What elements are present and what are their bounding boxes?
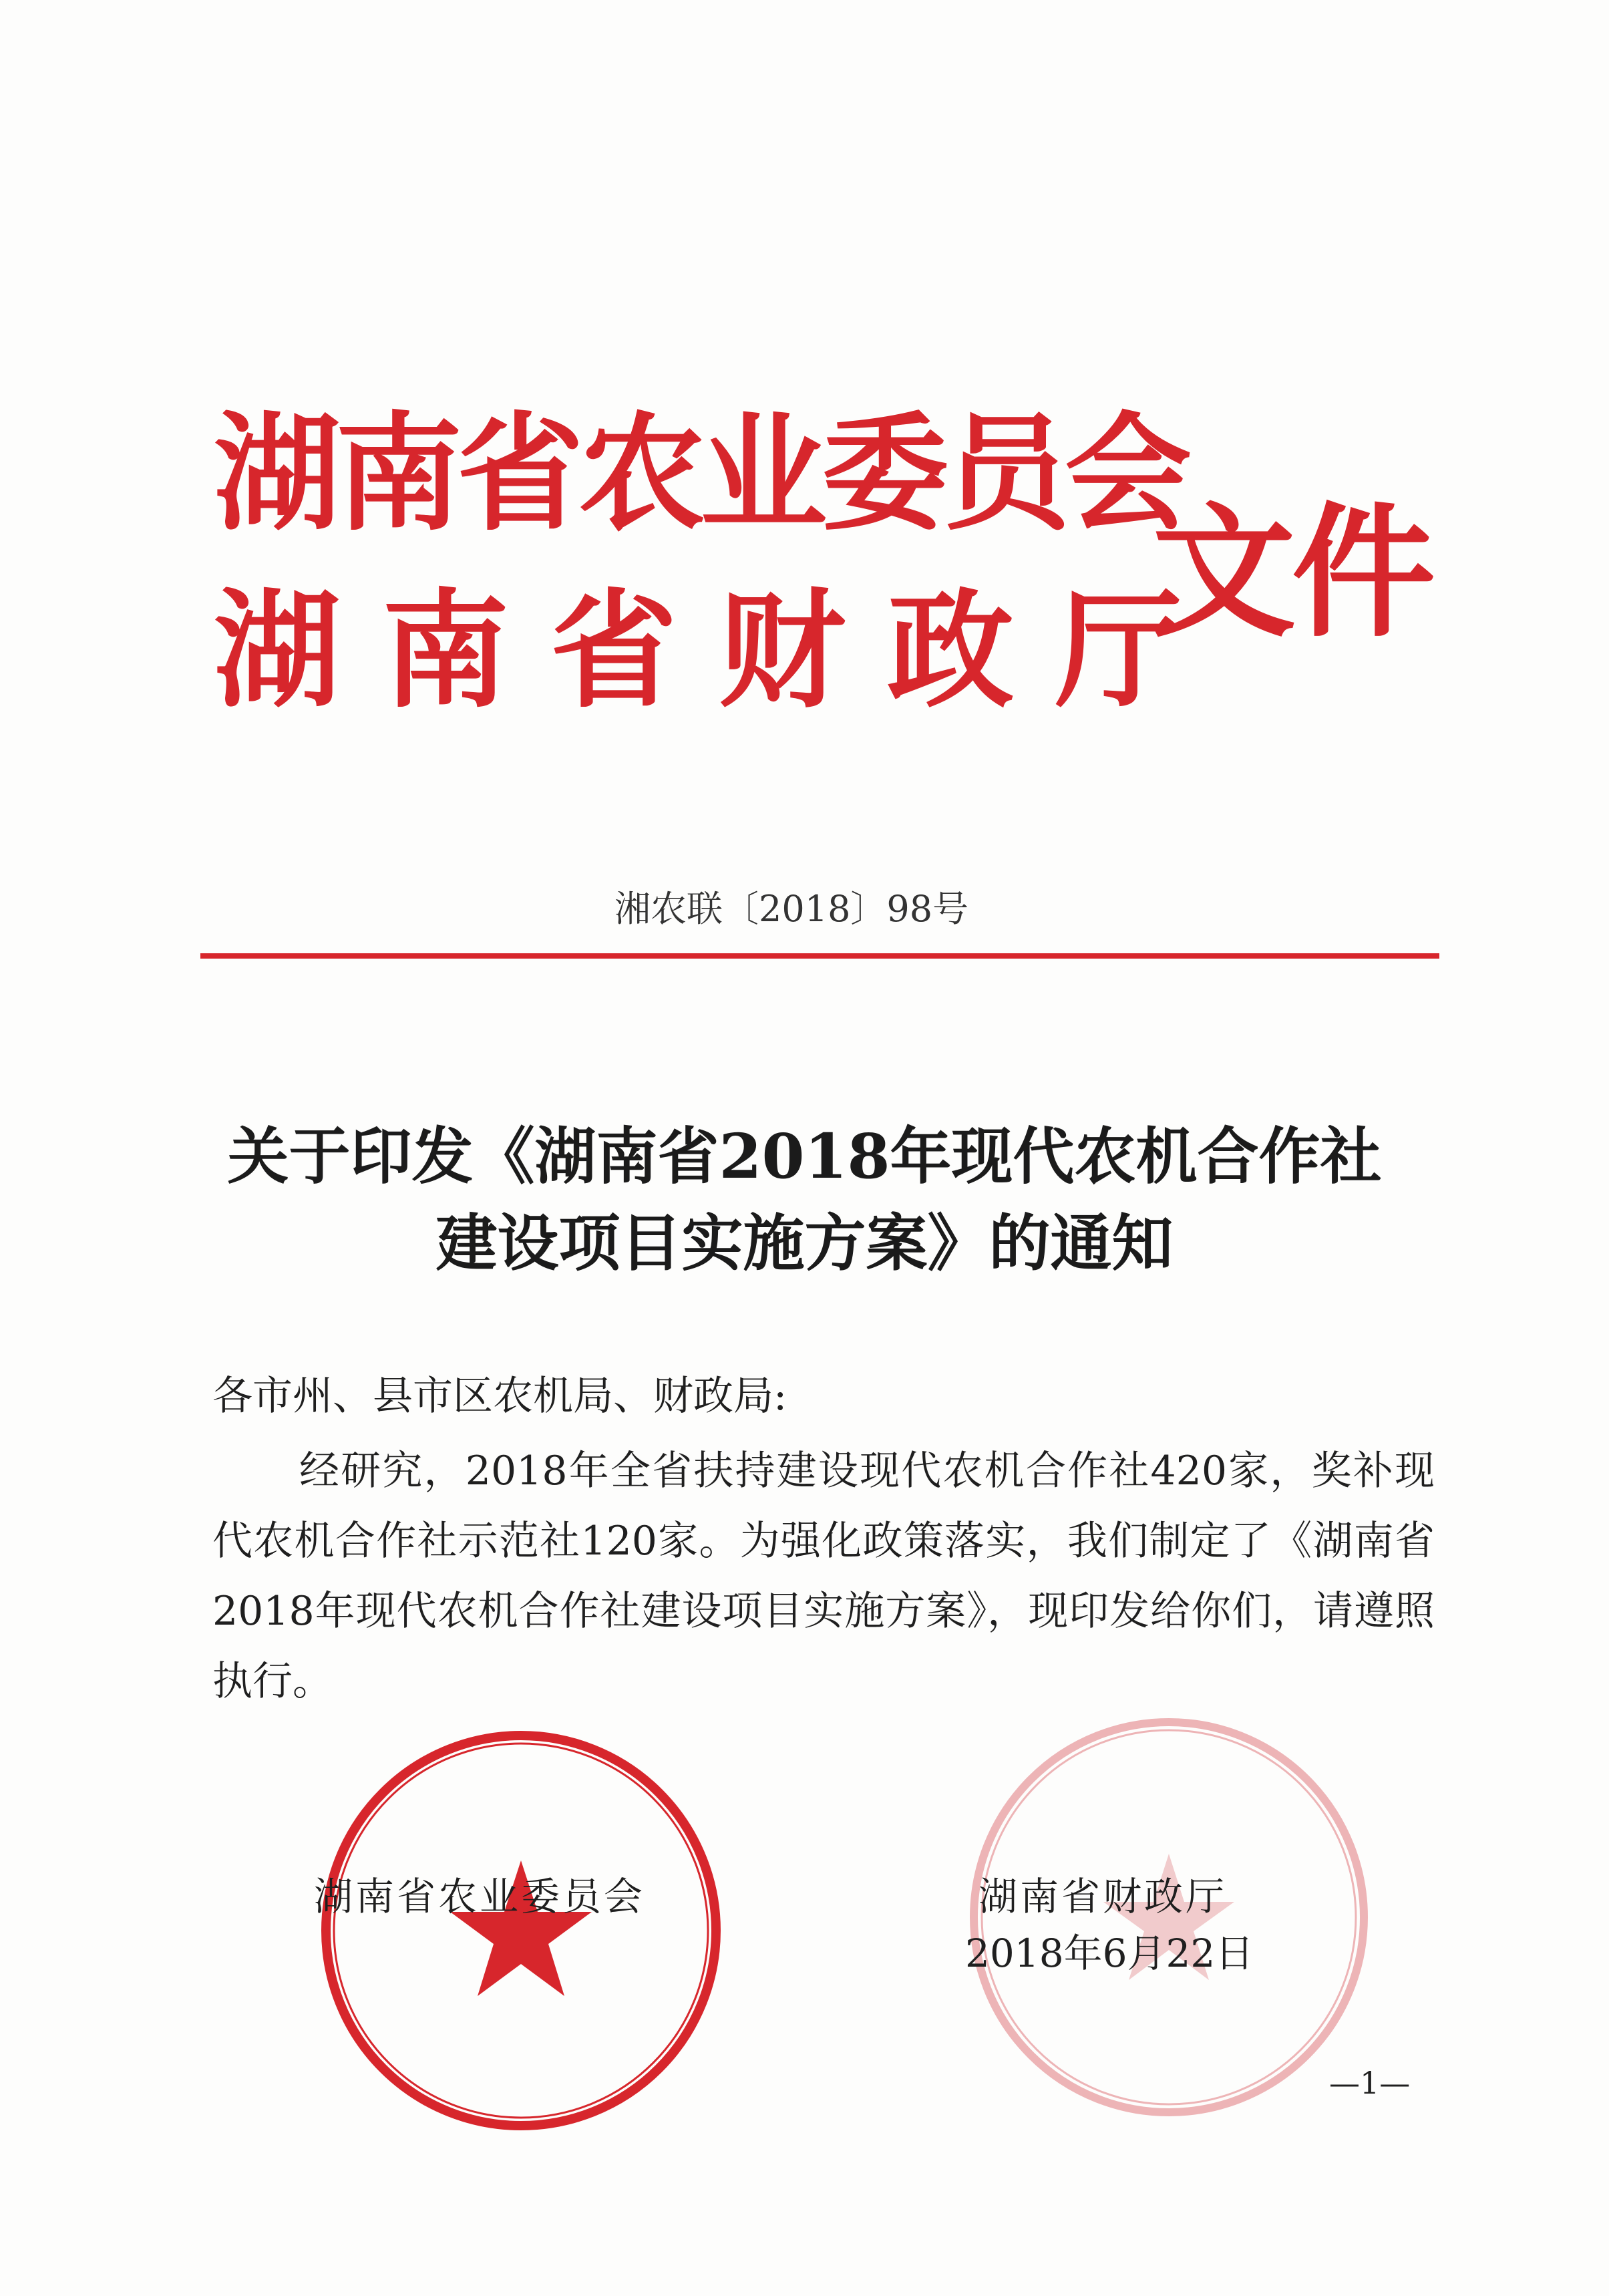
signer-agriculture-committee: 湖南省农业委员会 [314, 1874, 646, 1919]
notice-title-line-2: 建设项目实施方案》的通知 [435, 1207, 1174, 1279]
doc-number: 湘农联〔2018〕98号 [614, 888, 969, 930]
doc-type: 文件 [1152, 489, 1431, 657]
agriculture-committee-seal-icon [314, 1724, 728, 2138]
header-divider [200, 953, 1439, 959]
issuer-line-1: 湖南省农业委员会 [214, 400, 1187, 548]
signer-finance-department: 湖南省财政厅 [978, 1874, 1228, 1919]
notice-title-line-1: 关于印发《湖南省2018年现代农机合作社 [227, 1120, 1382, 1192]
signature-date: 2018年6月22日 [965, 1931, 1254, 1976]
salutation: 各市州、县市区农机局、财政局: [212, 1373, 787, 1420]
page-number: —1— [1329, 2065, 1411, 2101]
body-paragraph: 经研究，2018年全省扶持建设现代农机合作社420家，奖补现代农机合作社示范社120家。为强化政策落实，我们制定了《湖南省2018年现代农机合作社建设项目实施方案》，现印发给你们，请遵照执行。 [212, 1448, 1435, 1705]
issuer-line-2: 湖南省财政厅 [214, 577, 1224, 725]
